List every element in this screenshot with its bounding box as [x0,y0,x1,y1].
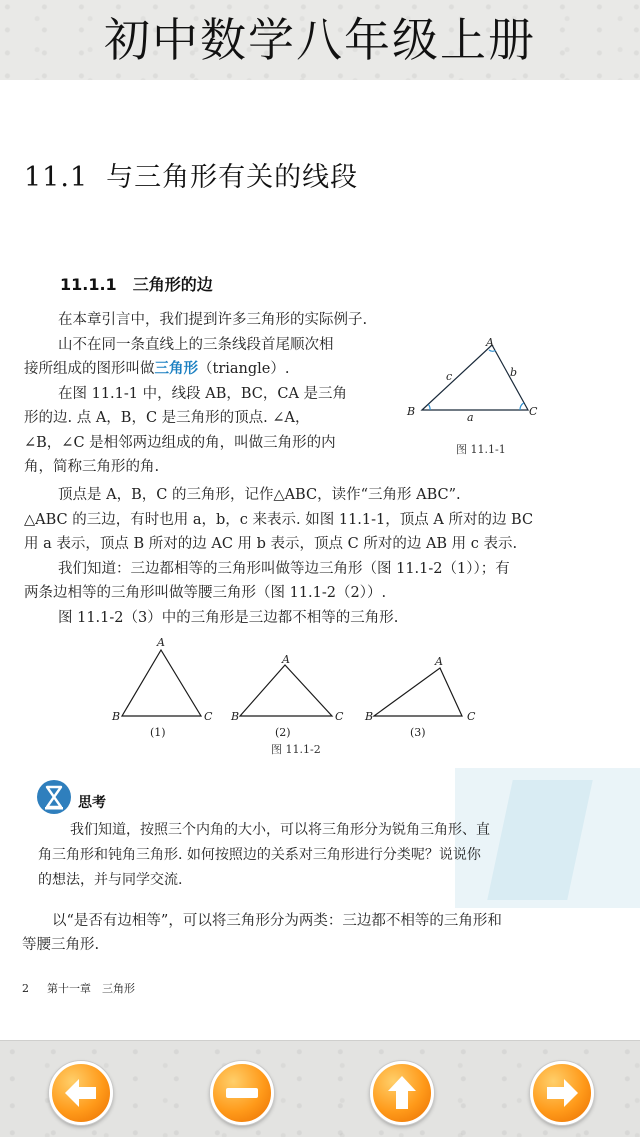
fig2-2-vertex-a: A [282,653,290,666]
paragraph-5b: 用 a 表示，顶点 B 所对的边 AC 用 b 表示，顶点 C 所对的边 AB 用 c 表示. [24,536,518,552]
bottom-nav-bar [0,1040,640,1137]
conclusion-line-2: 等腰三角形. [22,937,100,953]
fig2-3-vertex-c: C [467,710,476,723]
subsection-number: 11.1.1 [60,275,117,294]
minus-icon [213,1064,271,1122]
menu-button[interactable] [210,1061,274,1125]
page-footer [22,980,135,996]
fig2-caption: 图 11.1-2 [271,743,321,756]
textbook-page[interactable] [0,80,640,1040]
think-line-3: 的想法，并与同学交流. [38,872,183,888]
paragraph-6a: 我们知道：三边都相等的三角形叫做等边三角形（图 11.1-2（1））；有 [58,561,510,577]
subsection-title [60,272,213,295]
paragraph-7: 图 11.1-2（3）中的三角形是三边都不相等的三角形. [58,610,399,626]
section-number: 11.1 [24,162,89,193]
paragraph-2b-suffix: （triangle）. [198,361,290,377]
fig2-3-vertex-a: A [435,655,443,668]
fig2-1-vertex-a: A [157,636,165,649]
fig1-vertex-a: A [486,336,494,349]
paragraph-3d: 角，简称三角形的角. [24,459,160,475]
think-line-2: 角三角形和钝角三角形. 如何按照边的关系对三角形进行分类呢？说说你 [38,847,481,863]
fig1-side-a: a [467,411,474,424]
book-title: 初中数学八年级上册 [104,13,536,67]
term-triangle: 三角形 [154,360,198,377]
fig2-3-vertex-b: B [365,710,374,723]
fig1-caption: 图 11.1-1 [456,443,506,456]
subsection-title-text: 三角形的边 [132,275,213,294]
think-icon [37,780,71,814]
fig2-2-vertex-c: C [335,710,344,723]
prev-page-button[interactable] [49,1061,113,1125]
paragraph-6b: 两条边相等的三角形叫做等腰三角形（图 11.1-2（2））. [24,585,387,601]
conclusion-line-1: 以“是否有边相等”，可以将三角形分为两类：三边都不相等的三角形和 [52,913,502,929]
paragraph-2b-prefix: 接所组成的图形叫做 [24,361,155,377]
arrow-right-icon [533,1064,591,1122]
section-title-text: 与三角形有关的线段 [106,162,359,193]
fig1-vertex-b: B [407,405,416,418]
fig1-vertex-c: C [529,405,538,418]
fig2-1-vertex-b: B [112,710,121,723]
paragraph-2a: 山不在同一条直线上的三条线段首尾顺次相 [58,337,334,353]
paragraph-3c: ∠B，∠C 是相邻两边组成的角，叫做三角形的内 [24,435,336,451]
think-line-1: 我们知道，按照三个内角的大小，可以将三角形分为锐角三角形、直 [70,822,490,838]
paragraph-4: 顶点是 A，B，C 的三角形，记作△ABC，读作“三角形 ABC”. [58,487,461,503]
paragraph-3a: 在图 11.1-1 中，线段 AB，BC，CA 是三角 [58,386,348,402]
app-header [0,0,640,81]
paragraph-1: 在本章引言中，我们提到许多三角形的实际例子. [58,312,368,328]
fig2-1-number: (1) [150,726,166,739]
page-number: 2 [22,982,29,995]
fig1-side-b: b [510,366,518,379]
figure-triangle-abc [400,335,550,435]
fig2-1-vertex-c: C [204,710,213,723]
section-title [24,155,358,194]
fig2-3-number: (3) [410,726,426,739]
paragraph-3b: 形的边. 点 A，B，C 是三角形的顶点. ∠A， [24,410,310,426]
paragraph-5a: △ABC 的三边，有时也用 a，b，c 来表示. 如图 11.1-1，顶点 A 所对的边 BC [24,512,534,528]
fig2-2-vertex-b: B [231,710,240,723]
next-page-button[interactable] [530,1061,594,1125]
arrow-left-icon [52,1064,110,1122]
arrow-up-icon [373,1064,431,1122]
fig1-side-c: c [446,370,453,383]
scroll-up-button[interactable] [370,1061,434,1125]
chapter-label: 第十一章 三角形 [47,982,135,995]
fig2-2-number: (2) [275,726,291,739]
think-title: 思考 [78,795,106,811]
paragraph-2b [24,357,290,382]
